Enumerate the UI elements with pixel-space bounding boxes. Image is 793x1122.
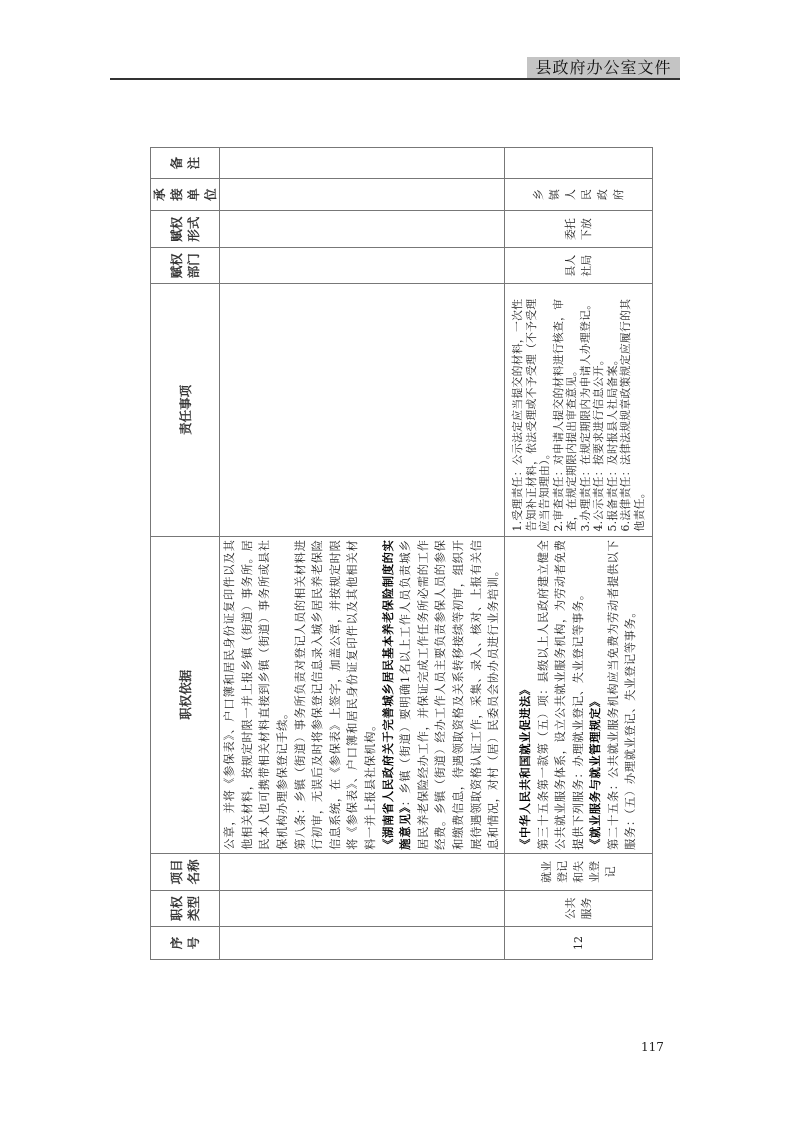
header-unit: 承接单位 (151, 179, 220, 211)
table-row (505, 148, 653, 960)
basis-paragraph (380, 540, 503, 850)
cell-duties (505, 284, 653, 536)
basis-paragraph (605, 540, 640, 850)
table-row (220, 148, 505, 960)
header-duties: 责任事项 (151, 284, 220, 536)
rotated-table-container (150, 147, 646, 960)
header-basis: 职权依据 (151, 536, 220, 853)
header-item: 项目名称 (151, 853, 220, 890)
cell-basis (505, 536, 653, 853)
header-divider (110, 78, 680, 80)
header-remark: 备注 (151, 148, 220, 179)
basis-text: 公章，并将《参保表》、户口簿和居民身份证复印件以及其他相关材料，按规定时限一并上报乡镇（街道）事务所。居民本人也可携带相关材料直接到乡镇（街道）事务所或县社保机构办理参保登记手续。 (223, 539, 290, 850)
cell-type: 公共服务 (505, 890, 653, 926)
duty-item: 2.审查责任：对申请人提交的材料进行核查，审查，在规定期限内提出审查意见。 (551, 298, 578, 532)
duty-item: 4.公示责任：按要求进行信息公开。 (592, 354, 605, 532)
cell-basis (220, 536, 505, 853)
header-type: 职权类型 (151, 890, 220, 926)
basis-paragraph (535, 540, 588, 850)
duty-item: 6.法律责任：法律法规规章政策规定应履行的其他责任。 (619, 298, 646, 532)
cell-item (220, 853, 505, 890)
cell-no (220, 926, 505, 959)
cell-dept (220, 248, 505, 284)
basis-paragraph (221, 540, 291, 850)
basis-paragraph (517, 540, 535, 850)
cell-unit: 乡镇人民政府 (505, 179, 653, 211)
cell-remark (220, 148, 505, 179)
cell-unit (220, 179, 505, 211)
document-header-title: 县政府办公室文件 (527, 57, 680, 78)
cell-duties (220, 284, 505, 536)
cell-type (220, 890, 505, 926)
authority-table (150, 147, 653, 960)
cell-dept: 县人社局 (505, 248, 653, 284)
header-dept: 赋权部门 (151, 248, 220, 284)
table-header-row (151, 148, 220, 960)
header-no: 序号 (151, 926, 220, 959)
header-form: 赋权形式 (151, 211, 220, 248)
duty-item: 5.报备责任：及时报县人社局备案。 (605, 354, 619, 532)
basis-law-title: 《中华人民共和国就业促进法》 (517, 683, 532, 850)
cell-item: 就业登记和失业登记 (505, 853, 653, 890)
page-number: 117 (641, 1040, 664, 1054)
basis-text: 第三十五条第一款第（五）项：县级以上人民政府建立健全公共就业服务体系，设立公共就业服务机构，为劳动者免费提供下列服务：办理就业登记、失业登记等事务。 (536, 539, 585, 850)
cell-form: 委托下放 (505, 211, 653, 248)
cell-form (220, 211, 505, 248)
basis-text: 第八条：乡镇（街道）事务所负责对登记人员的相关材料进行初审，无误后及时将参保登记信息录入城乡居民养老保险信息系统，在《参保表》上签字，加盖公章，并按规定时限将《参保表》、户口簿和居民身份证复印件以及其他相关材料一并上报县社保机构。 (293, 539, 377, 850)
duty-item: 3.办理责任：在规定期限内为申请人办理登记。 (578, 298, 592, 532)
basis-text: 第二十五条：公共就业服务机构应当免费为劳动者提供以下服务：（五）办理就业登记、失业登记等事务。 (606, 539, 638, 850)
duty-item: 1.受理责任：公示法定应当提交的材料，一次性告知补正材料，依法受理或不予受理（不予受理应当告知理由）。 (511, 298, 551, 532)
basis-law-title: 《湖南省人民政府关于完善城乡居民基本养老保险制度的实施意见》 (380, 539, 413, 850)
basis-paragraph (292, 540, 380, 850)
cell-remark (505, 148, 653, 179)
cell-no: 12 (505, 926, 653, 959)
basis-paragraph (587, 540, 605, 850)
basis-law-title: 《就业服务与就业管理规定》 (588, 695, 603, 850)
basis-text: ：乡镇（街道）要明确1名以上工作人员负责城乡居民养老保险经办工作，并保证完成工作任务所必需的工作经费。乡镇（街道）经办工作人员主要负责参保人员的参保和缴费信息，待遇领取资格及关系转移接续等初审，组织开展待遇领取资格认证工作，采集、录入、核对、上报有关信息和情况，对村（居）民委员会协办员进行业务培训。 (399, 539, 501, 850)
